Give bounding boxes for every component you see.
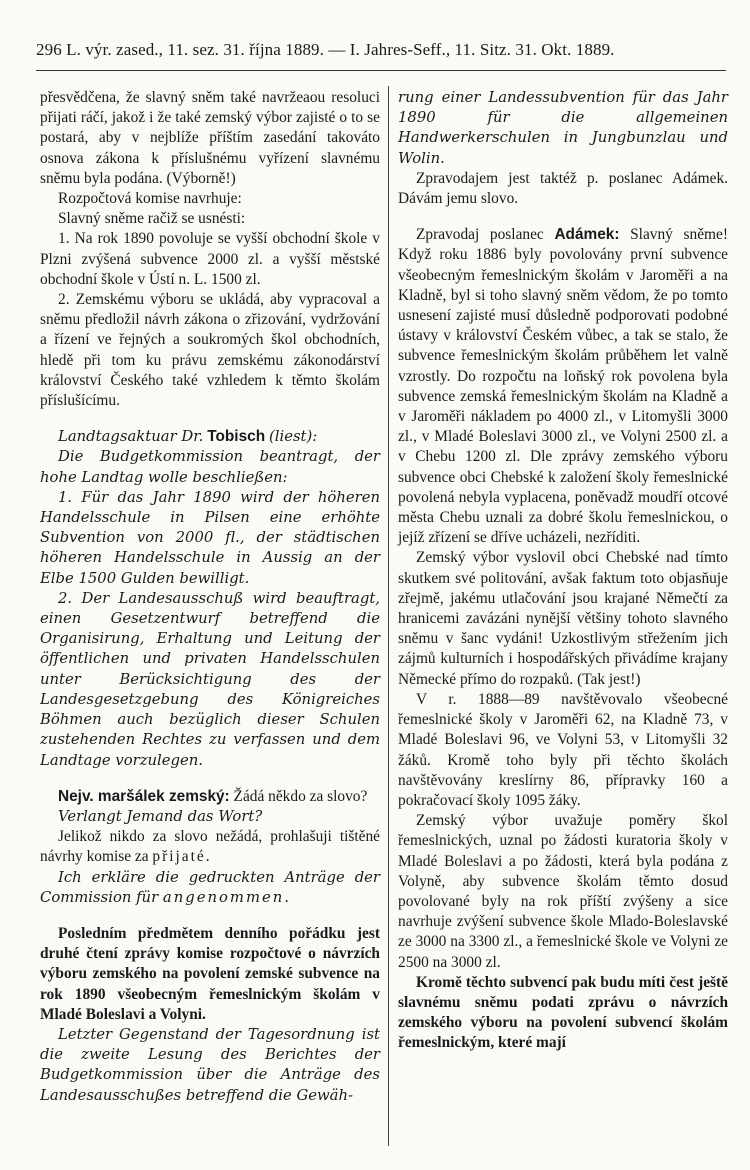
speaker-prefix: Zpravodaj poslanec bbox=[416, 226, 544, 244]
left-column bbox=[40, 88, 380, 1106]
paragraph: 1. Na rok 1890 povoluje se vyšší obchodní škole v Plzni zvýšená subvence 2000 zl. a vyšší městské obchodní škole v Ústí n. L. 1500 zl. bbox=[40, 230, 380, 288]
speaker-prefix: Landtagsaktuar Dr. bbox=[58, 428, 204, 446]
speaker-paragraph bbox=[398, 225, 728, 548]
paragraph: 2. Zemskému výboru se ukládá, aby vypracoval a sněmu předložil návrh zákona o zřizování, vydržování a řízení ve řejných a soukromých škol obchodních, hledě při tom ku právu zemskému zákonodárství království Českého také vzhledem k těmto školám příslušícímu. bbox=[40, 291, 380, 410]
paragraph-german: 2. Der Landesausschuß wird beauftragt, einen Gesetzentwurf betreffend die Organisirung, Erhaltung und Leitung der öffentlichen und privaten Handelsschulen unter Berücksichtigung des der Landesgesetzgebung des Königreiches Böhmen auch bezüglich dieser Schulen zustehenden Rechtes zu verfassen und dem Landtage vorzulegen. bbox=[40, 589, 380, 769]
paragraph-german: Verlangt Jemand das Wort? bbox=[58, 807, 263, 825]
paragraph-german: rung einer Landessubvention für das Jahr 1890 für die allgemeinen Handwerkerschulen in Jungbunzlau und Wolin. bbox=[398, 89, 728, 167]
speaker-text: Žádá někdo za slovo? bbox=[233, 787, 368, 805]
text-run: Jelikož nikdo za slovo nežádá, prohlašuji tištěné návrhy komise za bbox=[40, 828, 380, 866]
text-run: Ich erkläre die gedruckten Anträge der Commission für bbox=[40, 868, 380, 906]
paragraph-german: 1. Für das Jahr 1890 wird der höheren Handelsschule in Pilsen eine erhöhte Subvention von 2000 fl., der städtischen höheren Handelsschule in Aussig an der Elbe 1500 Gulden bewilligt. bbox=[40, 488, 380, 587]
column-divider bbox=[388, 86, 389, 1146]
speaker-name: Tobisch bbox=[207, 428, 266, 446]
paragraph-german bbox=[40, 868, 380, 908]
speaker-suffix: (liest): bbox=[268, 428, 318, 446]
speaker-name: Adámek: bbox=[554, 226, 620, 244]
paragraph: Kromě těchto subvencí pak budu míti čest ještě slavnému sněmu podati zprávu o návrzích zemského výboru na povolení subvencí školám řemeslnickým, které mají bbox=[398, 973, 728, 1052]
emphasis-text: angenommen. bbox=[162, 888, 291, 906]
header-rule bbox=[36, 70, 726, 71]
paragraph-german: Letzter Gegenstand der Tagesordnung ist die zweite Lesung des Berichtes der Budgetkommission über die Anträge des Landesausschußes betreffend die Gewäh- bbox=[40, 1025, 380, 1104]
speaker-text: Slavný sněme! Když roku 1886 byly povolovány první subvence všeobecným řemeslnickým školám v Jaroměři a na Kladně, byl si toho slavný sněm vědom, že po tomto usnesení zajisté musí důsledně podporovati podobné ústavy v království Českém vůbec, a tak se stalo, že subvence řemeslnickým školám průběhem let valně vzrostly. Do rozpočtu na loňský rok povolena byla subvence zemská řemeslnickým školám na Kladně a v Jaroměři nákladem po 4000 zl., v Litomyšli 3000 zl., v Mladé Boleslavi 3000 zl., ve Volyni 2500 zl. a v Chebu 1200 zl. Dle zprávy zemského výboru subvence obci Chebské k založení školy řemeslnické povolená nebyla vyplacena, poněvadž moudří otcové města Chebu uznali za dobré školu řemeslnickou, o jejíž zřízení se dříve ucházeli, nezříditi. bbox=[398, 226, 728, 547]
paragraph bbox=[40, 827, 380, 867]
paragraph: Zpravodajem jest taktéž p. poslanec Adámek. Dávám jemu slovo. bbox=[398, 169, 728, 208]
emphasis-text: přijaté. bbox=[152, 848, 212, 866]
speaker-paragraph bbox=[40, 787, 380, 807]
paragraph-german: Die Budgetkommission beantragt, der hohe Landtag wolle beschließen: bbox=[40, 448, 380, 486]
speaker-paragraph bbox=[40, 427, 380, 447]
paragraph: Rozpočtová komise navrhuje: bbox=[58, 190, 242, 208]
right-column bbox=[398, 88, 728, 1054]
paragraph: Slavný sněme račiž se usnésti: bbox=[58, 210, 246, 228]
paragraph: Zemský výbor uvažuje poměry škol řemeslnických, uznal po žádosti kuratoria školy v Mladé Boleslavi a po žádosti, která byla podána z Volyně, aby subvence školám těmto dosud povolované byly na rok příští zvýšeny a sice navrhuje zvýšení subvence škole Mlado-Boleslavské ze 3000 na 3300 zl., a řemeslnické škole ve Volyni ze 2500 na 3000 zl. bbox=[398, 812, 728, 971]
speaker-name: Nejv. maršálek zemský: bbox=[58, 787, 230, 805]
paragraph: Zemský výbor vyslovil obci Chebské nad tímto skutkem své politování, avšak faktum toto objasňuje zřejmě, jakému utlačování jsou krajané Němečtí za hranicemi zavázáni nynější většiny tohoto slavného sněmu v šanc vydáni! Uzkostlivým střežením jich zájmů kulturních i hospodářských přivádíme krajany Německé přímo do rozpaků. (Tak jest!) bbox=[398, 549, 728, 688]
page-header: 296 L. výr. zased., 11. sez. 31. října 1889. — I. Jahres-Seff., 11. Sitz. 31. Okt. 1889. bbox=[36, 40, 615, 59]
paragraph: přesvědčena, že slavný sněm také navržeaou resoluci přijati ráčí, jakož i že také zemský výbor zajisté o to se postará, aby v nejblíže příštím zasedání takováto osnova zákona k příslušnému vyřízení slavnému sněmu byla podána. (Výborně!) bbox=[40, 89, 380, 187]
paragraph: V r. 1888—89 navštěvovalo všeobecné řemeslnické školy v Jaroměři 62, na Kladně 73, v Mladé Boleslavi 96, ve Volyni 53, v Litomyšli 32 žáků. Kromě toho byly při těchto školách navštěvovány kreslírny 86, přípravky 160 a pokračovací školy 1095 žáky. bbox=[398, 690, 728, 809]
paragraph-agenda: Posledním předmětem denního pořádku jest druhé čtení zprávy komise rozpočtové o návrzích výboru zemského na povolení zemské subvence na rok 1890 všeobecným řemeslnickým školám v Mladé Boleslavi a Volyni. bbox=[40, 924, 380, 1023]
